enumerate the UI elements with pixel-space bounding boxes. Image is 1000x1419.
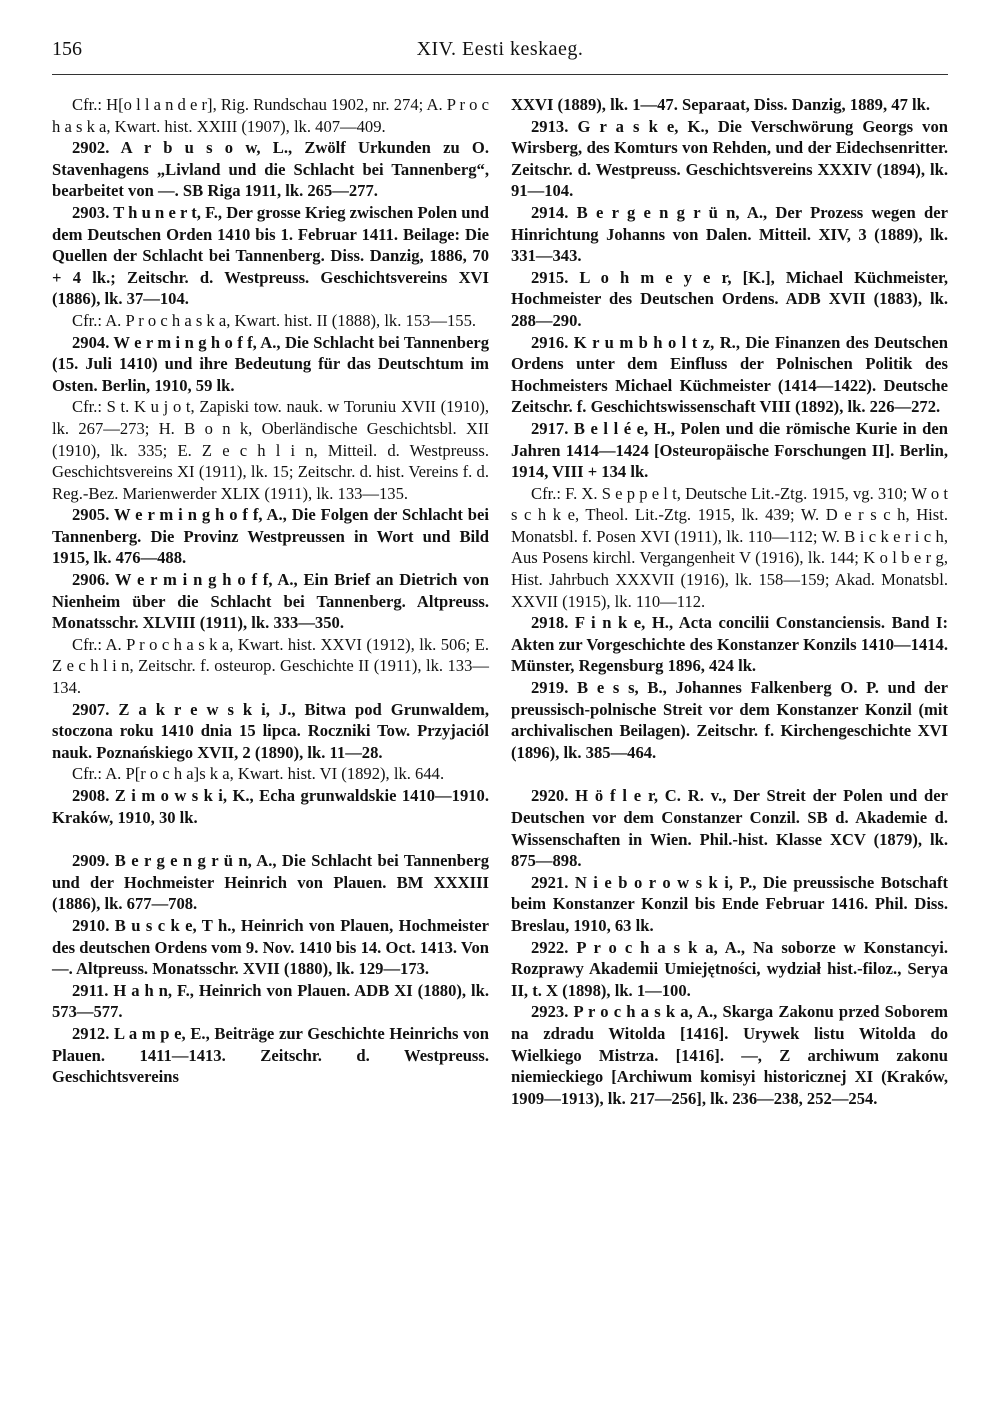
bibliography-entry: 2913. G r a s k e, K., Die Verschwörung Georgs von Wirsberg, des Komturs von Rehden, und der Eidechsenritter. Zeitschr. d. Westpreuss. Geschichtsvereins XXXIV (1894), lk. 91—104.	[511, 116, 948, 201]
bibliography-entry: 2912. L a m p e, E., Beiträge zur Geschichte Heinrichs von Plauen. 1411—1413. Zeitschr. d. Westpreuss. Geschichtsvereins	[52, 1023, 489, 1087]
bibliography-entry: 2920. H ö f l e r, C. R. v., Der Streit der Polen und der Deutschen vor dem Constanzer Conzil. SB d. Akademie d. Wissenschaften in Wien. Phil.-hist. Klasse XCV (1879), lk. 875—898.	[511, 786, 948, 871]
bibliography-entry: 2915. L o h m e y e r, [K.], Michael Küchmeister, Hochmeister des Deutschen Ordens. ADB XVII (1883), lk. 288—290.	[511, 267, 948, 330]
page-number: 156	[52, 38, 82, 60]
bibliography-entry: 2911. H a h n, F., Heinrich von Plauen. ADB XI (1880), lk. 573—577.	[52, 980, 489, 1022]
bibliography-entry: XXVI (1889), lk. 1—47. Separaat, Diss. Danzig, 1889, 47 lk.	[511, 95, 931, 114]
bibliography-entry: 2918. F i n k e, H., Acta concilii Constanciensis. Band I: Akten zur Vorgeschichte des Konstanzer Konzils 1410—1414. Münster, Regensburg 1896, 424 lk.	[511, 613, 948, 676]
bibliography-entry: 2919. B e s s, B., Johannes Falkenberg O. P. und der preussisch-polnische Streit vor dem Konstanzer Konzil (mit archivalischen Beilagen). Zeitschr. f. Kirchengeschichte XVI (1896), lk. 385—464.	[511, 678, 948, 762]
header-rule	[52, 74, 948, 75]
bibliography-entry: 2906. W e r m i n g h o f f, A., Ein Brief an Dietrich von Nienheim über die Schlacht bei Tannenberg. Altpreuss. Monatsschr. XLVIII (1911), lk. 333—350.	[52, 570, 489, 633]
bibliography-entry: 2902. A r b u s o w, L., Zwölf Urkunden zu O. Stavenhagens „Livland und die Schlacht bei Tannenberg“, bearbeitet von —. SB Riga 1911, lk. 265—277.	[52, 138, 489, 201]
entry-gap	[52, 828, 489, 850]
bibliography-entry: 2922. P r o c h a s k a, A., Na soborze w Konstancyi. Rozprawy Akademii Umiejętności, wydział hist.-filoz., Serya II, t. X (1898), lk. 1—100.	[511, 937, 948, 1000]
entry-gap	[511, 763, 948, 785]
bibliography-entry: 2908. Z i m o w s k i, K., Echa grunwaldskie 1410—1910. Kraków, 1910, 30 lk.	[52, 786, 489, 827]
bibliography-entry: 2904. W e r m i n g h o f f, A., Die Schlacht bei Tannenberg (15. Juli 1410) und ihre Bedeutung für das Deutschtum im Osten. Berlin, 1910, 59 lk.	[52, 332, 489, 395]
bibliography-entry: 2910. B u s c k e, T h., Heinrich von Plauen, Hochmeister des deutschen Ordens vom 9. Nov. 1410 bis 14. Oct. 1413. Von —. Altpreuss. Monatsschr. XVII (1880), lk. 129—173.	[52, 915, 489, 979]
bibliography-entry: 2903. T h u n e r t, F., Der grosse Krieg zwischen Polen und dem Deutschen Orden 1410 bis 1. Februar 1411. Beilage: Die Quellen der Schlacht bei Tannenberg. Diss. Danzig, 1886, 70 + 4 lk.; Zeitschr. d. Westpreuss. Geschichtsvereins XVI (1886), lk. 37—104.	[52, 202, 489, 309]
review-note: Cfr.: F. X. S e p p e l t, Deutsche Lit.-Ztg. 1915, vg. 310; W o t s c h k e, Theol. Lit.-Ztg. 1915, lk. 439; W. D e r s c h, Hist. Monatsbl. f. Posen XVI (1911), lk. 110—112; W. B i c k e r i c h, Aus Posens kirchl. Vergangenheit V (1916), lk. 144; K o l b e r g, Hist. Jahrbuch XXXVII (1916), lk. 158—159; Akad. Monatsbl. XXVII (1915), lk. 110—112.	[511, 483, 948, 611]
review-note: Cfr.: A. P r o c h a s k a, Kwart. hist. XXVI (1912), lk. 506; E. Z e c h l i n, Zeitschr. f. osteurop. Geschichte II (1911), lk. 133—134.	[52, 634, 489, 698]
bibliography-entry: 2907. Z a k r e w s k i, J., Bitwa pod Grunwaldem, stoczona roku 1410 dnia 15 lipca. Roczniki Tow. Przyjaciól nauk. Poznańskiego XVII, 2 (1890), lk. 11—28.	[52, 699, 489, 762]
running-head: XIV. Eesti keskaeg.	[416, 38, 584, 60]
bibliography-entry: 2921. N i e b o r o w s k i, P., Die preussische Botschaft beim Konstanzer Konzil bis Ende Februar 1416. Phil. Diss. Breslau, 1910, 63 lk.	[511, 872, 948, 935]
left-column	[52, 94, 489, 1088]
bibliography-entry: 2914. B e r g e n g r ü n, A., Der Prozess wegen der Hinrichtung Johanns von Dalen. Mitteil. XIV, 3 (1889), lk. 331—343.	[511, 202, 948, 266]
bibliography-entry: 2916. K r u m b h o l t z, R., Die Finanzen des Deutschen Ordens unter dem Einfluss der Polnischen Politik des Hochmeisters Michael Küchmeister (1414—1422). Deutsche Zeitschr. f. Geschichtswissenschaft VIII (1892), lk. 226—272.	[511, 332, 948, 417]
right-column	[511, 94, 948, 1109]
bibliography-entry: 2909. B e r g e n g r ü n, A., Die Schlacht bei Tannenberg und der Hochmeister Heinrich von Plauen. BM XXXIII (1886), lk. 677—708.	[52, 851, 489, 914]
bibliography-entry: 2917. B e l l é e, H., Polen und die römische Kurie in den Jahren 1414—1424 [Osteuropäische Forschungen II]. Berlin, 1914, VIII + 134 lk.	[511, 418, 948, 482]
review-note: Cfr.: A. P r o c h a s k a, Kwart. hist. II (1888), lk. 153—155.	[72, 310, 477, 330]
review-note: Cfr.: S t. K u j o t, Zapiski tow. nauk. w Toruniu XVII (1910), lk. 267—273; H. B o n k, Oberländische Geschichtsbl. XII (1910), lk. 335; E. Z e c h l i n, Mitteil. d. Westpreuss. Geschichtsvereins XI (1911), lk. 15; Zeitschr. d. hist. Vereins f. d. Reg.-Bez. Marienwerder XLIX (1911), lk. 133—135.	[52, 397, 489, 503]
page-header	[52, 38, 948, 72]
review-note: Cfr.: A. P[r o c h a]s k a, Kwart. hist. VI (1892), lk. 644.	[72, 764, 445, 784]
bibliography-entry: 2905. W e r m i n g h o f f, A., Die Folgen der Schlacht bei Tannenberg. Die Provinz Westpreussen in Wort und Bild 1915, lk. 476—488.	[52, 505, 489, 568]
bibliography-entry: 2923. P r o c h a s k a, A., Skarga Zakonu przed Soborem na zdradu Witolda [1416]. Urywek listu Witolda do Wielkiego Mistrza. [1416]. —, Z archiwum zakonu niemieckiego [Archiwum komisyi historicznej XI (Kraków, 1909—1913), lk. 217—256], lk. 236—238, 252—254.	[511, 1002, 948, 1108]
review-note: Cfr.: H[o l l a n d e r], Rig. Rundschau 1902, nr. 274; A. P r o c h a s k a, Kwart. hist. XXIII (1907), lk. 407—409.	[52, 95, 489, 136]
